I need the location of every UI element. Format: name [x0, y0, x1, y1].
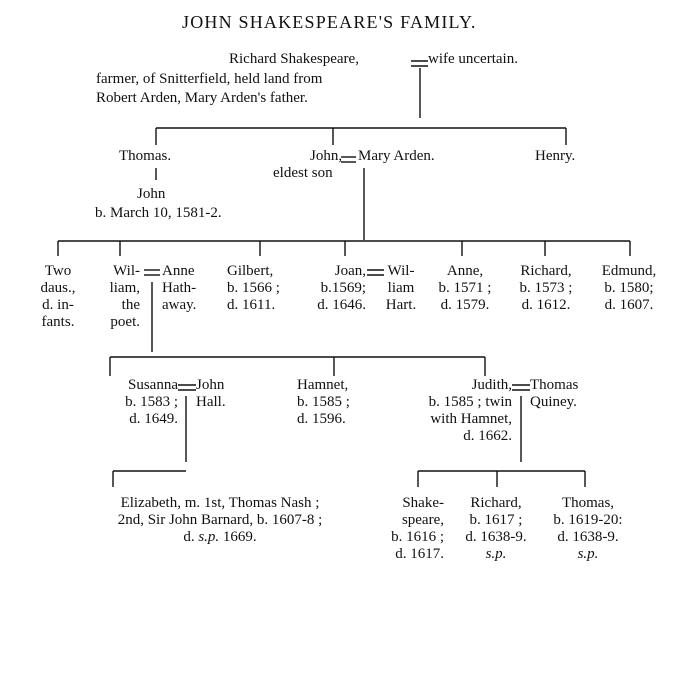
susanna-line: Susanna [128, 377, 178, 393]
shakespeare-quiney-line: b. 1616 ; [391, 529, 444, 545]
sine-prole-note: s.p. [577, 546, 599, 562]
judith-entry [390, 377, 512, 445]
shakespeare-quiney-entry [370, 495, 444, 563]
elizabeth-death-year: 1669. [219, 529, 257, 545]
richard-quiney-line: Richard, [470, 495, 522, 511]
john-hall-line: Hall. [196, 394, 226, 410]
william-line: the [121, 297, 140, 313]
richard-entry [508, 263, 584, 314]
richard-line: b. 1573 ; [519, 280, 573, 296]
william-shakespeare-entry [90, 263, 140, 331]
richard-description-line-1: farmer, of Snitterfield, held land from [96, 71, 323, 87]
susanna-entry [100, 377, 178, 428]
thomas-quiney-line: Quiney. [530, 394, 577, 410]
judith-line: b. 1585 ; twin [428, 394, 512, 410]
susanna-line: b. 1583 ; [125, 394, 178, 410]
gilbert-entry [227, 263, 280, 314]
joan-line: b.1569; [320, 280, 366, 296]
elizabeth-line: Elizabeth, m. 1st, Thomas Nash ; [120, 495, 320, 511]
hamnet-line: d. 1596. [297, 411, 346, 427]
anne-hathaway-line: Anne [162, 263, 195, 279]
william-line: liam, [109, 280, 140, 296]
william-hart-line: Hart. [385, 297, 417, 313]
gilbert-line: b. 1566 ; [227, 280, 280, 296]
thomas-quiney-son-line: d. 1638-9. [557, 529, 619, 545]
thomas-name: Thomas. [119, 148, 172, 164]
anne-hathaway-line: Hath- [162, 280, 197, 296]
judith-line: with Hamnet, [430, 411, 512, 427]
john-eldest-son-note: eldest son [273, 165, 333, 181]
john-shakespeare-name: John, [310, 148, 343, 164]
anne-entry [433, 263, 497, 314]
elizabeth-line: 2nd, Sir John Barnard, b. 1607-8 ; [117, 512, 323, 528]
page-title: JOHN SHAKESPEARE'S FAMILY. [182, 12, 477, 32]
judith-line: Judith, [471, 377, 512, 393]
joan-line: d. 1646. [317, 297, 366, 313]
two-daus-line: daus., [40, 280, 76, 296]
richard-description-line-2: Robert Arden, Mary Arden's father. [96, 90, 308, 106]
edmund-entry [589, 263, 669, 314]
sine-prole-note: s.p. [485, 546, 507, 562]
elizabeth-line [70, 529, 370, 546]
william-hart-entry [376, 263, 426, 314]
richard-line: Richard, [520, 263, 572, 279]
henry-name: Henry. [535, 148, 576, 164]
john-son-birth: b. March 10, 1581-2. [95, 205, 222, 221]
shakespeare-quiney-line: d. 1617. [395, 546, 444, 562]
thomas-quiney-entry [530, 377, 578, 411]
gilbert-line: Gilbert, [227, 263, 274, 279]
william-line: poet. [110, 314, 140, 330]
anne-line: b. 1571 ; [438, 280, 492, 296]
richard-line: d. 1612. [521, 297, 571, 313]
anne-line: d. 1579. [440, 297, 490, 313]
hamnet-entry [297, 377, 350, 428]
john-hall-entry [196, 377, 226, 411]
shakespeare-quiney-line: Shake- [402, 495, 444, 511]
two-daughters-entry [32, 263, 84, 331]
hamnet-line: b. 1585 ; [297, 394, 350, 410]
william-hart-line: Wil- [387, 263, 415, 279]
william-line: Wil- [113, 263, 140, 279]
richard-shakespeare-name: Richard Shakespeare, [229, 51, 359, 67]
mary-arden-name: Mary Arden. [358, 148, 435, 164]
elizabeth-entry [70, 495, 370, 546]
richard-quiney-entry [450, 495, 542, 563]
hamnet-line: Hamnet, [297, 377, 349, 393]
joan-line: Joan, [334, 263, 366, 279]
two-daus-line: fants. [41, 314, 75, 330]
susanna-line: d. 1649. [129, 411, 178, 427]
joan-entry [298, 263, 366, 314]
anne-hathaway-line: away. [162, 297, 197, 313]
thomas-quiney-son-entry [538, 495, 638, 563]
anne-hathaway-entry [162, 263, 196, 314]
john-son-of-thomas: John [137, 186, 166, 202]
william-hart-line: liam [387, 280, 415, 296]
shakespeare-quiney-line: speare, [401, 512, 444, 528]
richard-quiney-line: b. 1617 ; [469, 512, 523, 528]
richard-wife: wife uncertain. [428, 51, 518, 67]
richard-quiney-line: d. 1638-9. [465, 529, 527, 545]
two-daus-line: Two [44, 263, 72, 279]
edmund-line: b. 1580; [604, 280, 654, 296]
elizabeth-death-prefix: d. [183, 529, 199, 545]
sine-prole-note: s.p. [198, 529, 220, 545]
gilbert-line: d. 1611. [227, 297, 276, 313]
thomas-quiney-line: Thomas [530, 377, 579, 393]
two-daus-line: d. in- [42, 297, 74, 313]
judith-line: d. 1662. [463, 428, 512, 444]
thomas-quiney-son-line: Thomas, [561, 495, 615, 511]
john-hall-line: John [196, 377, 225, 393]
anne-line: Anne, [446, 263, 484, 279]
edmund-line: Edmund, [601, 263, 657, 279]
edmund-line: d. 1607. [604, 297, 654, 313]
thomas-quiney-son-line: b. 1619-20: [553, 512, 623, 528]
